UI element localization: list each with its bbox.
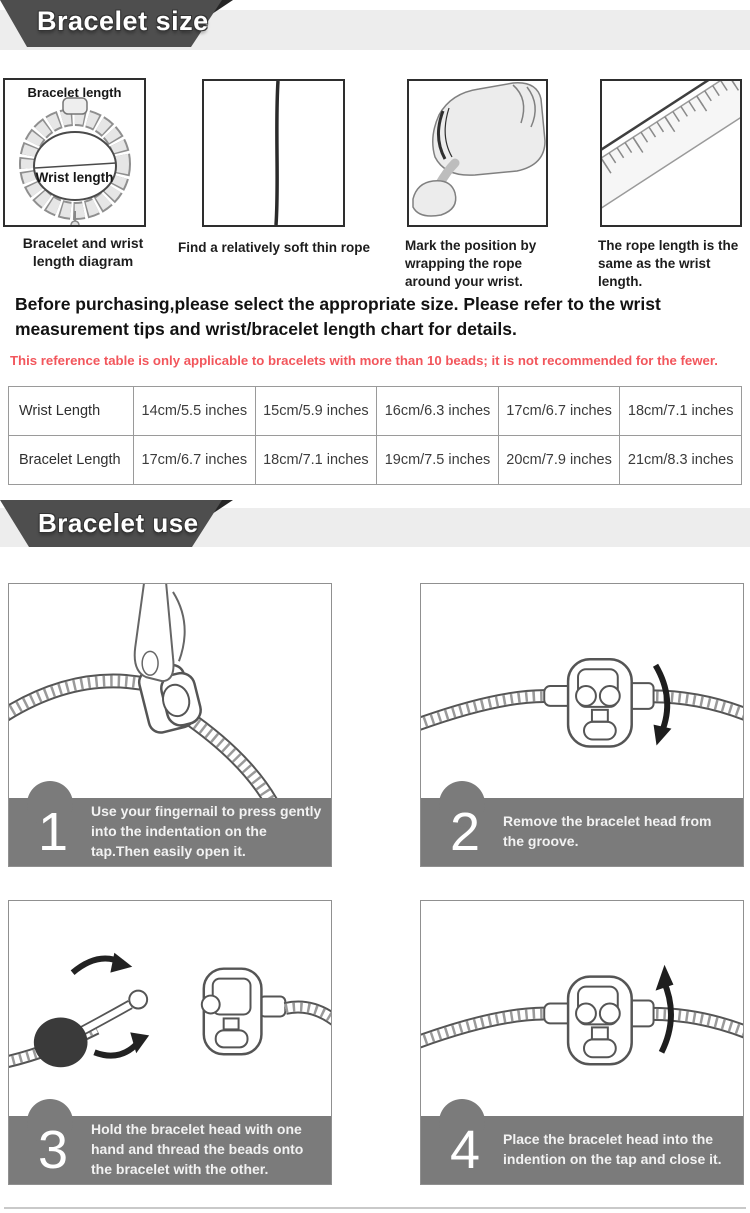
step-caption: Hold the bracelet head with one hand and thread the beads onto the bracelet with the other. [91,1121,304,1177]
remove-head-drawing [421,584,743,798]
bracelet-cell: 18cm/7.1 inches [255,436,377,485]
press-clasp-drawing [9,584,331,798]
step-2-caption-bar [421,798,743,866]
bracelet-use-banner [0,497,750,555]
step-4-caption-bar [421,1116,743,1184]
wrist-length-label: Wrist length [35,170,114,185]
banner-title-size: Bracelet size [37,6,209,36]
soft-rope-image [202,79,345,227]
step-caption: Use your fingernail to press gently into the indentation on the tap.Then easily open it. [91,803,322,859]
step-caption: Remove the bracelet head from the groove. [503,813,712,849]
wrist-row-label: Wrist Length [9,387,134,436]
measure-caption-1: Bracelet and wrist length diagram [22,235,144,270]
ruler-image [600,79,742,227]
bracelet-cell: 17cm/6.7 inches [134,436,256,485]
step-number: 3 [37,1119,69,1180]
warning-text: This reference table is only applicable to bracelets with more than 10 beads; it is not recommended for the fewer. [10,353,718,368]
step-3-illustration [9,901,331,1116]
step-panel-2 [420,583,744,867]
ruler-illustration [602,81,740,225]
intro-text: Before purchasing,please select the appropriate size. Please refer to the wrist measurement tips and wrist/bracelet length chart for details. [15,294,661,339]
step-number: 4 [449,1119,481,1180]
bracelet-cell: 21cm/8.3 inches [620,436,742,485]
bracelet-illustration [5,80,144,225]
wrist-cell: 14cm/5.5 inches [134,387,256,436]
step-caption: Place the bracelet head into the indention on the tap and close it. [503,1131,722,1167]
step-1-caption-bar [9,798,331,866]
step-panel-1 [8,583,332,867]
bracelet-cell: 20cm/7.9 inches [498,436,620,485]
thread-beads-drawing [9,901,331,1116]
wrap-wrist-image [407,79,548,227]
size-table [8,386,742,485]
bracelet-row-label: Bracelet Length [9,436,134,485]
table-row-bracelet [9,436,742,485]
step-panel-4 [420,900,744,1185]
bottom-divider [4,1207,746,1209]
step-2-illustration [421,584,743,798]
banner-title-use: Bracelet use [38,508,199,538]
measure-caption-2: Find a relatively soft thin rope [177,240,371,255]
step-1-illustration [9,584,331,798]
step-number: 1 [37,801,69,862]
bracelet-cell: 19cm/7.5 inches [377,436,499,485]
step-3-caption-bar [9,1116,331,1184]
bracelet-size-banner [0,0,750,52]
table-row-wrist [9,387,742,436]
bracelet-length-label: Bracelet length [27,85,122,100]
bracelet-diagram-image [3,78,146,227]
step-panel-3 [8,900,332,1185]
step-number: 2 [449,801,481,862]
wrist-cell: 15cm/5.9 inches [255,387,377,436]
wrist-cell: 17cm/6.7 inches [498,387,620,436]
wrist-illustration [409,81,546,225]
wrist-cell: 16cm/6.3 inches [377,387,499,436]
measure-caption-3: Mark the position by wrapping the rope around your wrist. [405,238,537,289]
wrist-cell: 18cm/7.1 inches [620,387,742,436]
step-4-illustration [421,901,743,1116]
rope-illustration [204,81,343,225]
measure-caption-4: The rope length is the same as the wrist length. [598,238,739,289]
close-clasp-drawing [421,901,743,1116]
